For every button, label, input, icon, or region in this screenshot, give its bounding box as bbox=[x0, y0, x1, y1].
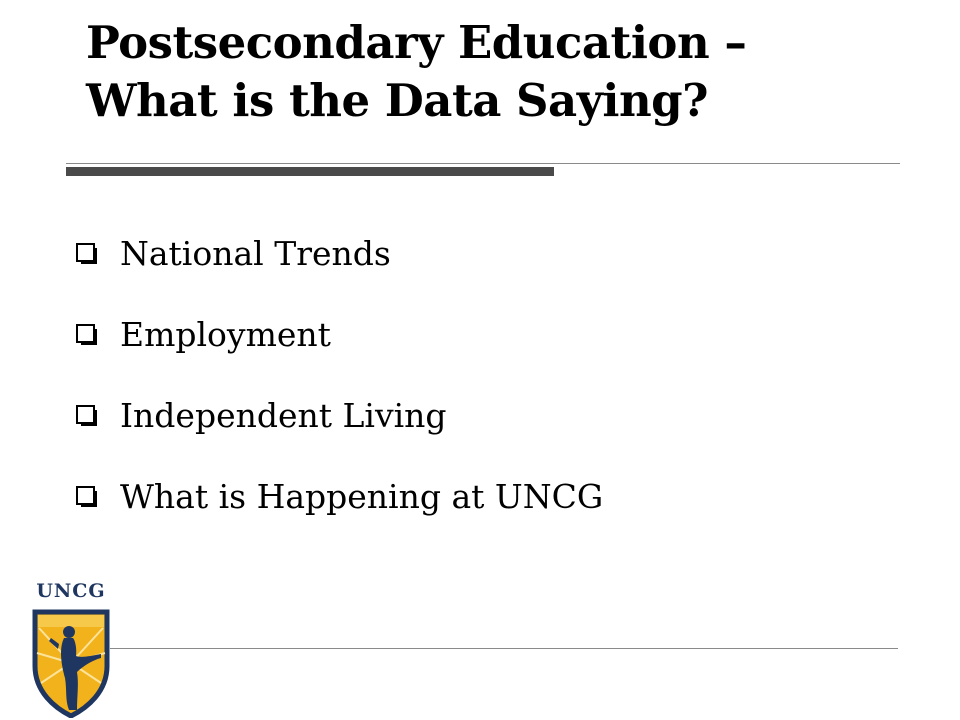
uncg-logo bbox=[28, 580, 114, 720]
title-rule-thick bbox=[66, 167, 554, 176]
bullet-list bbox=[76, 213, 603, 537]
checkbox-bullet-icon bbox=[76, 243, 98, 265]
bullet-label: National Trends bbox=[120, 234, 391, 273]
title-rule-thin bbox=[66, 163, 900, 164]
bullet-label: What is Happening at UNCG bbox=[120, 477, 604, 516]
checkbox-bullet-icon bbox=[76, 486, 98, 508]
slide-title-line-1: Postsecondary Education – bbox=[86, 16, 747, 69]
uncg-logo-text: UNCG bbox=[36, 580, 106, 602]
bullet-item bbox=[76, 375, 603, 456]
footer-rule bbox=[110, 648, 898, 649]
slide-title-line-2: What is the Data Saying? bbox=[86, 74, 708, 127]
bullet-item bbox=[76, 213, 603, 294]
bullet-item bbox=[76, 294, 603, 375]
bullet-label: Independent Living bbox=[120, 396, 447, 435]
bullet-label: Employment bbox=[120, 315, 331, 354]
checkbox-bullet-icon bbox=[76, 405, 98, 427]
uncg-shield-icon bbox=[31, 608, 111, 718]
slide-title bbox=[86, 14, 746, 130]
checkbox-bullet-icon bbox=[76, 324, 98, 346]
bullet-item bbox=[76, 456, 603, 537]
